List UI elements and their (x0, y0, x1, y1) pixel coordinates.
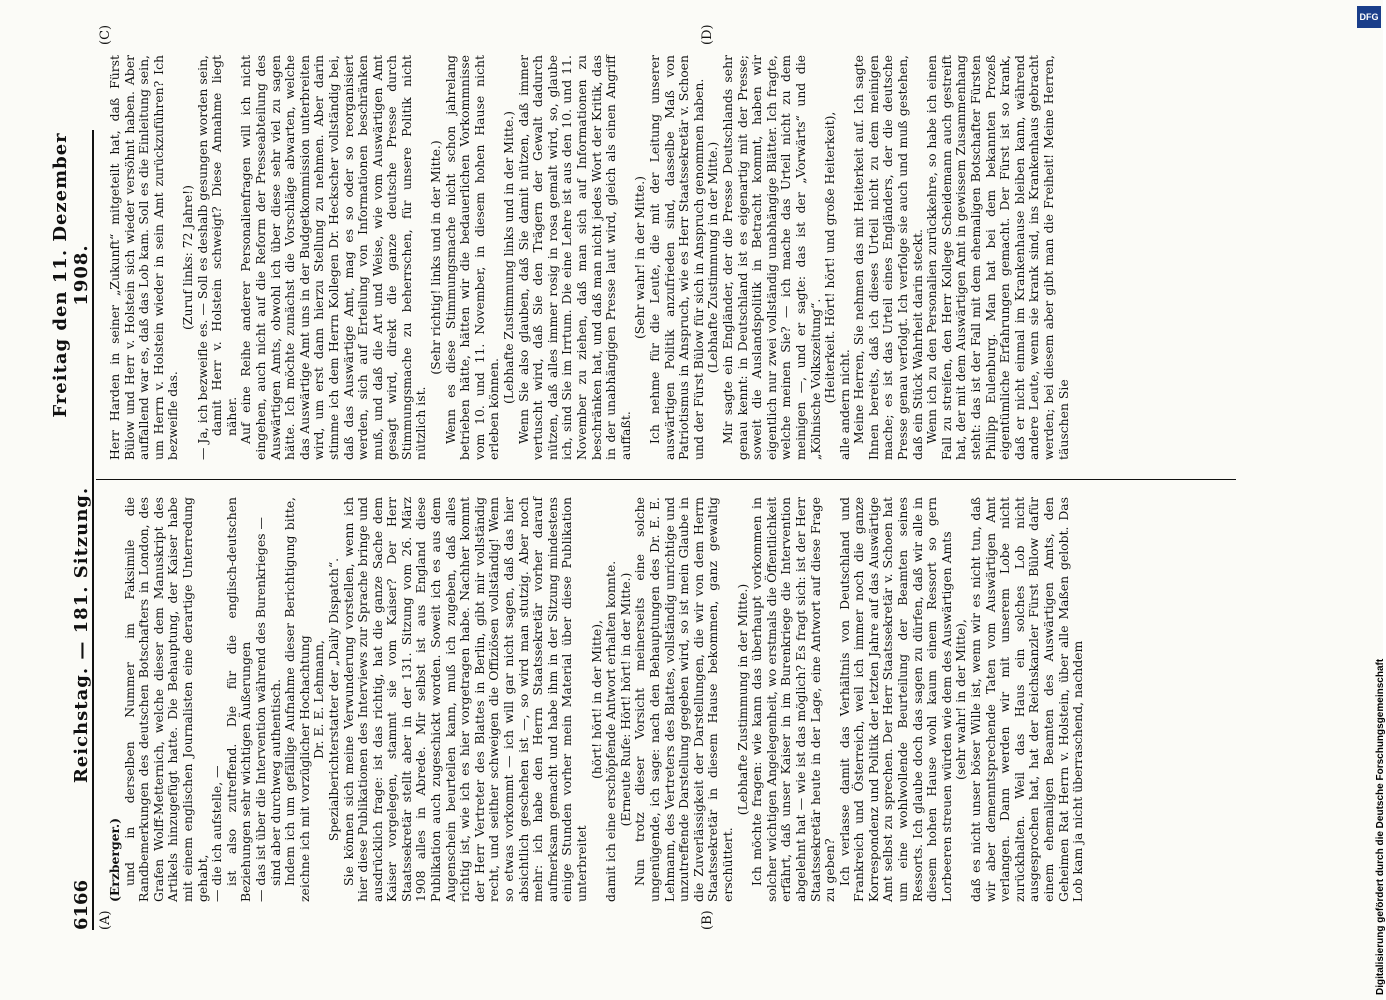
left-column-paragraph: (Erneute Rufe: Hört! hört! in der Mitte.) (617, 572, 633, 827)
margin-marker-c: (C) (98, 24, 113, 45)
right-text-column (108, 55, 1071, 460)
left-column-paragraph: — das ist über die Intervention während des Burenkrieges — (252, 517, 268, 902)
right-column-paragraph: (Sehr wahr! in der Mitte.) (632, 175, 648, 340)
left-column-paragraph: und in derselben Nummer im Faksimile die Randbemerkungen des deutschen Botschafters in London, des Grafen Wolff-Metternich, welche dieser dem Manuskript des Artikels hinzugefügt hatte. Die Behauptung, der Kaiser habe mit einem englischen Journalisten eine derartige Unterredung gehabt, (121, 497, 210, 902)
left-column-paragraph: Dr. E. E. Lehmann, (311, 640, 327, 759)
left-column-paragraph: Ich verlasse damit das Verhältnis von Deutschland und Frankreich und Österreich, weil ich immer noch die ganze Korrespondenz und Politik der letzten Jahre auf das Auswärtige Amt selbst zu sprechen. Der Herr Staatssekretär v. Schoen hat um eine wohlwollende Beurteilung der Beamten seines Ressorts. Ich glaube doch das sagen zu dürfen, daß wir alle in diesem hohen Hause wohl kaum einem Ressort so gern Lorbeeren streuen würden wie dem des Auswärtigen Amts (836, 497, 954, 902)
right-column-paragraph: Wenn es diese Stimmungsmache nicht schon jahrelang betrieben hätte, hätten wir die bedauerlichen Vorkommnisse vom 10. und 11. November, in diesem hohen Hause nicht erleben können. (442, 55, 502, 460)
session-title: Reichstag. — 181. Sitzung. (71, 486, 92, 784)
digitization-credit: Digitalisierung gefördert durch die Deutsche Forschungsgemeinschaft (1375, 658, 1386, 995)
left-column-paragraph: daß es nicht unser böser Wille ist, wenn wir es nicht tun, daß wir aber demenntsprechende Taten vom Auswärtigen Amt verlangen. Dann werden wir mit unserem Lobe nicht zurückhalten. Weil das Haus ein solches Lob nicht ausgesprochen hat, hat der Reichskanzler Fürst Bülow dafür einem ehemaligen Beamten des Auswärtigen Amts, den Geheimen Rat Herrn v. Holstein, über alle Maßen gelobt. Das Lob kam ja nicht überraschend, nachdem (968, 497, 1086, 902)
left-column-paragraph: (Lebhafte Zustimmung in der Mitte.) (734, 583, 750, 816)
left-column-paragraph: ist also zutreffend. Die für die englisch-deutschen Beziehungen sehr wichtigen Äußerungen (223, 497, 254, 902)
dfg-logo: DFG (1357, 6, 1381, 28)
column-divider (96, 479, 1236, 480)
right-column-paragraph: Ich nehme für die Leute, die mit der Leitung unserer auswärtigen Politik anzufrieden sind, dasselbe Maß von Patriotismus in Anspruch, wie es Herr Staatssekretär v. Schoen und der Fürst Bülow für sich in Anspruch genommen haben. (646, 55, 706, 460)
right-column-paragraph: Auf eine Reihe anderer Personalienfragen will ich nicht eingehen, auch nicht auf die Reform der Presseabteilung des Auswärtigen Amts, obwohl ich über diese sehr viel zu sagen hätte. Ich möchte zunächst die Vorschläge abwarten, welche das Auswärtige Amt uns in der Budgetkommission unterbreiten wird, um erst dann hierzu Stellung zu nehmen. Aber darin stimme ich dem Herrn Kollegen Dr. Heckscher vollständig bei, daß das Auswärtige Amt, mag es so oder so reorganisiert werden, sich auf Erteilung von Informationen beschränken muß, und daß die Art und Weise, wie vom Auswärtigen Amt gesagt wird, direkt die ganze deutsche Presse durch Stimmungsmache zu beherrschen, für unsere Politik nicht nützlich ist. (238, 55, 429, 460)
right-column-paragraph: (Sehr richtig! links und in der Mitte.) (428, 140, 444, 375)
right-column-paragraph: (Lebhafte Zustimmung links und in der Mitte.) (501, 111, 517, 405)
right-column-paragraph: Meine Herren, Sie nehmen das mit Heiterkeit auf. Ich sagte Ihnen bereits, daß ich dieses Urteil nicht zu dem meinigen mache; es ist das Urteil eines Engländers, der die deutsche Presse genau verfolgt. Ich verfolge sie auch und muß gestehen, daß ein Stück Wahrheit darin steckt. (851, 55, 925, 460)
right-column-paragraph: Mir sagte ein Engländer, der die Presse Deutschlands sehr genau kennt: in Deutschland ist es eigenartig mit der Presse; soweit die Auslandspolitik in Betracht kommt, haben wir eigentlich nur zwei vollständig unabhängige Blätter. Ich fragte, welche meinen Sie? — ich mache das Urteil nicht zu dem meinigen —, und er sagte: das ist der „Vorwärts“ und die „Kölnische Volkszeitung“. (719, 55, 823, 460)
left-column-paragraph: Sie können sich meine Verwunderung vorstellen, wenn ich hier diese Publikationen des Interviews zur Sprache bringe und ausdrücklich frage: ist das richtig, hat die ganze Sache dem Kaiser vorgelegen, stammt sie vom Kaiser? Der Herr Staatssekretär stellt aber in der 131. Sitzung vom 26. März 1908 alles in Abrede. Mir selbst ist aus England diese Publikation auch zugeschickt worden. Soweit ich es aus dem Augenschein beurteilen kann, muß ich zugeben, daß alles richtig ist, wie ich es hier vorgetragen habe. Nachher kommt der Herr Vertreter des Blattes in Berlin, gibt mir vollständig recht, und seither schweigen die Offiziösen vollständig! Wenn so etwas vorkommt — ich will gar nicht sagen, daß das hier absichtlich geschehen ist —, so wird man stutzig. Aber noch mehr: ich habe den Herrn Staatssekretär vorher darauf aufmerksam gemacht und habe ihm in der Sitzung mindestens einige Stunden vorher mein Material über diese Publikation unterbreitet (340, 497, 589, 902)
left-text-column (108, 497, 1086, 902)
right-column-paragraph: alle andern nicht. (836, 349, 852, 460)
left-column-paragraph: Ich möchte fragen: wie kann das überhaupt vorkommen in solcher wichtigen Angelegenheit, wo erstmals die Öffentlichkeit erfährt, daß unser Kaiser in im Burenkriege die Intervention abgelehnt hat — wie ist das möglich? Es fragt sich: ist der Herr Staatssekretär heute in der Lage, eine Antwort auf diese Frage zu geben? (749, 497, 838, 902)
left-column-paragraph: damit ich eine erschöpfende Antwort erhalten konnte. (603, 560, 619, 902)
left-column-paragraph: (sehr wahr! in der Mitte), (953, 619, 969, 780)
right-column-paragraph: Herr Harden in seiner „Zukunft“ mitgeteilt hat, daß Fürst Bülow und Herr v. Holstein sich wieder versöhnt haben. Aber auffallend war es, daß das Lob kam. Soll es die Einleitung sein, um Herrn v. Holstein wieder in sein Amt zurückzuführen? Ich bezweifle das. (107, 55, 181, 460)
left-column-paragraph: (Erzberger.) (107, 817, 122, 902)
left-column-paragraph: sind aber durchweg authentisch. (267, 678, 283, 886)
right-column-paragraph: (Zuruf links: 72 Jahre!) (179, 185, 195, 330)
left-column-paragraph: Indem ich um gefällige Aufnahme dieser Berichtigung bitte, zeichne ich mit vorzüglicher Hochachtung (282, 497, 312, 902)
right-column-paragraph: (Lebhafte Zustimmung in der Mitte.) (705, 141, 721, 374)
digitization-sidebar (1355, 0, 1386, 1000)
right-column-paragraph: — Ja, ich bezweifle es. — Soll es deshalb gesungen worden sein, damit Herr v. Holstein schweigt? Diese Annahme liegt näher. (194, 55, 239, 460)
page-header (50, 130, 94, 930)
margin-marker-a: (A) (98, 910, 113, 930)
page-number: 6166 (71, 879, 92, 930)
left-column-paragraph: (hört! hört! in der Mitte), (588, 619, 604, 780)
right-column-paragraph: Wenn Sie also glauben, daß Sie damit nützen, daß immer vertuscht wird, daß Sie den Trägern der Gewalt dadurch nützen, daß alles immer rosig in rosa gemalt wird, so, glaube ich, sind Sie im Irrtum. Die eine Lehre ist aus den 10. und 11. November zu ziehen, daß man sich auf Informationen zu beschränken hat, und daß man nicht jedes Wort der Kritik, das in der unabhängigen Presse laut wird, gleich als einen Angriff auffaßt. (515, 55, 633, 460)
right-column-paragraph: Wenn ich zu den Personalien zurückkehre, so habe ich einen Fall zu streifen, den Herr Kollege Scheidemann auch gestreift hat, der mit dem Auswärtigen Amt in gewissem Zusammenhang steht: das ist der Fall mit dem ehemaligen Botschafter Fürsten Philipp Eulenburg. Man hat bei dem bekannten Prozeß eigentümliche Erfahrungen gemacht. Der Fürst ist so krank, daß er nicht einmal im Krankenhause bleiben kann, während andere Leute, wenn sie krank sind, ins Krankenhaus gebracht werden; bei diesem aber gibt man die Freiheit! Meine Herren, täuschen Sie (924, 55, 1071, 460)
right-column-paragraph: (Heiterkeit. Hört! hört! und große Heiterkeit), (822, 111, 838, 404)
date-title: Freitag den 11. Dezember 1908. (50, 132, 92, 418)
left-column-paragraph: — die ich aufstelle, — (209, 765, 225, 902)
margin-marker-b: (B) (700, 910, 715, 930)
margin-marker-d: (D) (700, 24, 715, 45)
left-column-paragraph: Nun trotz dieser Vorsicht meinerseits eine solche ungenügende, ich sage: nach den Behauptungen des Dr. E. E. Lehmann, des Vertreters des Blattes, vollständig unrichtige und unzutreffende Darstellung gegeben wird, so ist mein Glaube in die Zuverlässigkeit der Darstellungen, die wir von dem Herrn Staatssekretär in diesem Hause bekommen, ganz gewaltig erschüttert. (632, 497, 735, 902)
left-column-paragraph: Spezialberichterstatter der „Daily Dispatch“. (325, 557, 341, 842)
